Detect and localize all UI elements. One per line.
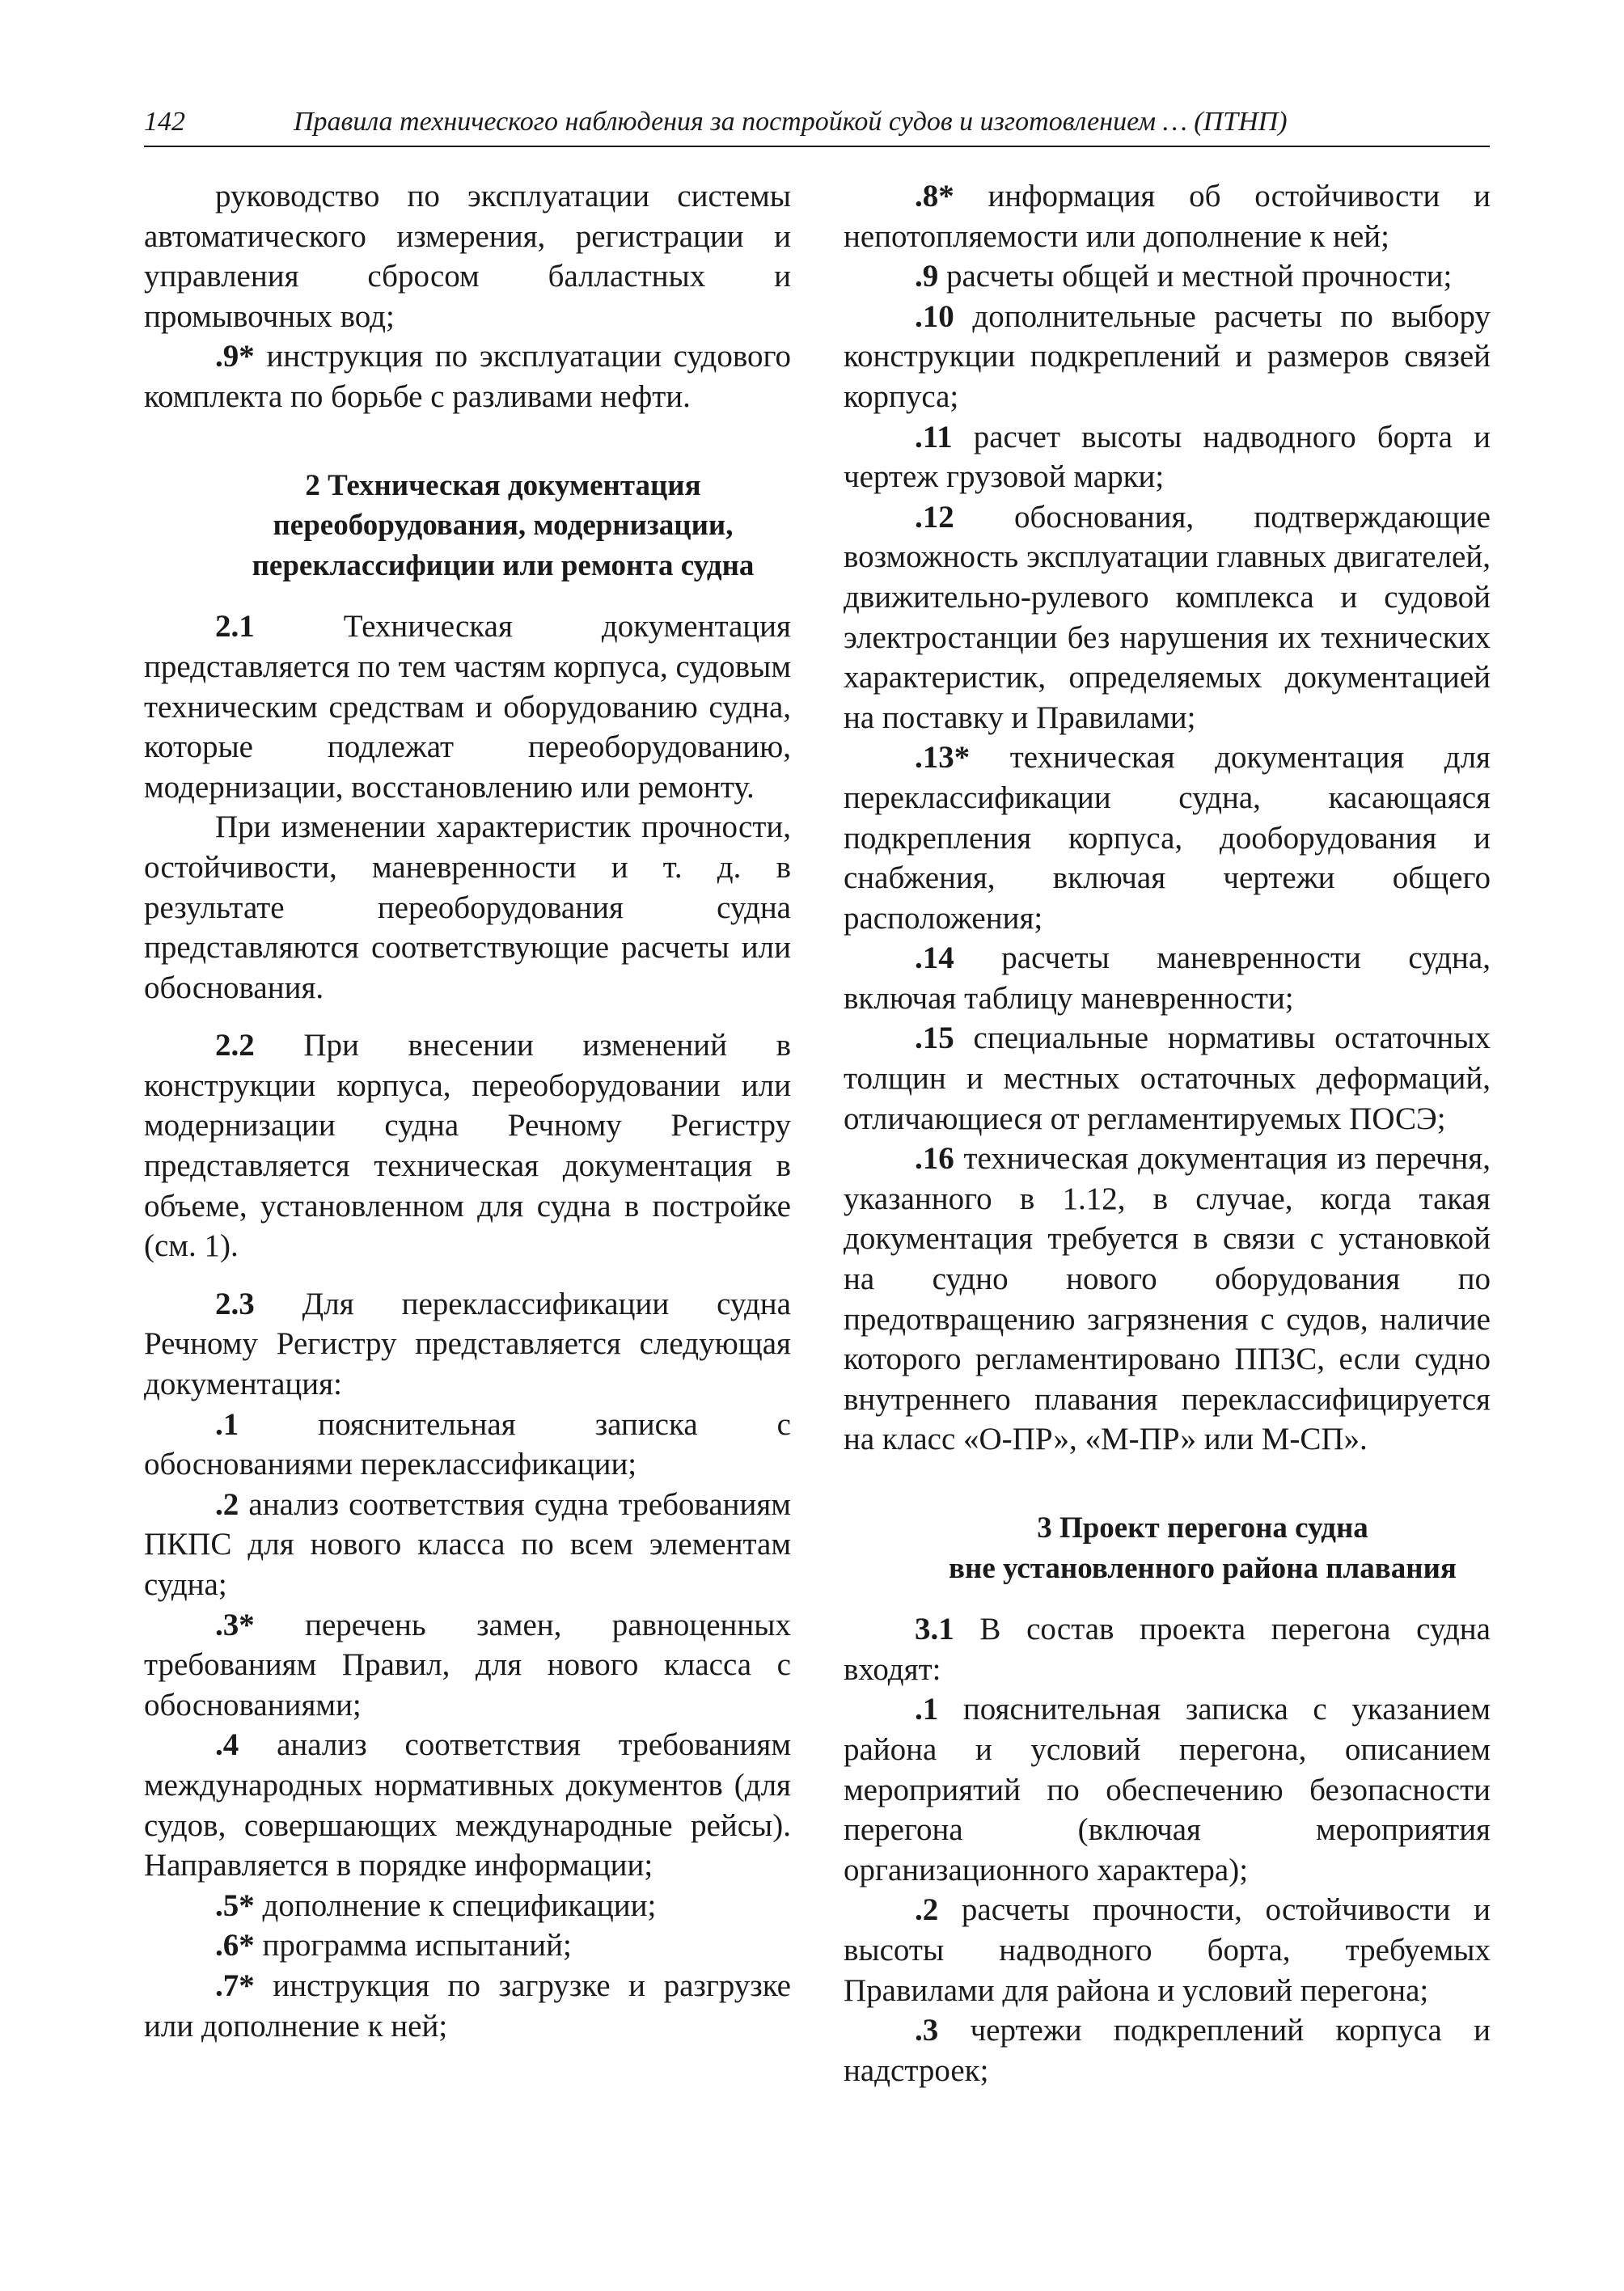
clause-number: 2.3: [215, 1286, 255, 1321]
list-item: [844, 297, 1491, 417]
section-3-heading-line-1: 3 Проект перегона судна: [1037, 1511, 1368, 1545]
item-text: чертежи подкреплений корпуса и надстроек;: [844, 2013, 1491, 2088]
clause-text: Техническая документация представляется по тем частям корпуса, судовым техническим средствам и оборудованию судна, которые подлежат переоборудованию, модернизации, восстановлению или ремонту.: [144, 609, 791, 805]
right-column: [844, 176, 1491, 2090]
section-3-heading-line-2: вне установленного района плавания: [949, 1551, 1457, 1585]
list-item: [844, 1139, 1491, 1460]
list-item: [144, 1605, 791, 1726]
item-number: .4: [215, 1727, 239, 1763]
item-number: .1: [215, 1406, 239, 1442]
clause-number: 2.1: [215, 609, 255, 645]
section-2-heading-line-2: переоборудования, модернизации,: [273, 509, 734, 543]
clause-2-3: [144, 1284, 791, 1405]
running-title: Правила технического наблюдения за постройкой судов и изготовлением … (ПТНП): [294, 107, 1288, 137]
list-item: [844, 256, 1491, 297]
list-item: [844, 497, 1491, 738]
item-text: расчеты общей и местной прочности;: [938, 259, 1453, 294]
list-item: [144, 1485, 791, 1605]
item-number: .16: [915, 1141, 954, 1177]
item-number: .5*: [215, 1887, 255, 1923]
item-text: дополнение к спецификации;: [254, 1887, 657, 1923]
item-text: инструкция по эксплуатации судового комплекта по борьбе с разливами нефти.: [144, 339, 791, 414]
list-item: [844, 1689, 1491, 1890]
list-item: [844, 738, 1491, 938]
item-text: программа испытаний;: [254, 1928, 572, 1963]
list-item: [844, 2010, 1491, 2090]
page-number: 142: [144, 107, 185, 137]
running-header: [144, 95, 1490, 147]
item-text: расчеты маневренности судна, включая таблицу маневренности;: [844, 940, 1491, 1016]
item-text: анализ соответствия судна требованиям ПКПС для нового класса по всем элементам судна;: [144, 1486, 791, 1602]
list-item: [144, 1725, 791, 1885]
item-text: обоснования, подтверждающие возможность эксплуатации главных двигателей, движительно-рулевого комплекса и судовой электростанции без нарушения их технических характеристик, определяемых документацией на поставку и Правилами;: [844, 499, 1491, 735]
clause-text: В состав проекта перегона судна входят:: [844, 1612, 1491, 1687]
section-2-heading-line-3: переклассифиции или ремонта судна: [252, 548, 755, 582]
item-text: дополнительные расчеты по выбору конструкции подкреплений и размеров связей корпуса;: [844, 298, 1491, 414]
item-number: .2: [215, 1486, 239, 1522]
item-text: специальные нормативы остаточных толщин и местных остаточных деформаций, отличающиеся от регламентируемых ПОСЭ;: [844, 1021, 1491, 1136]
item-number: .12: [915, 499, 954, 535]
clause-text: Для переклассификации судна Речному Регистру представляется следующая документация:: [144, 1286, 791, 1402]
item-text: расчет высоты надводного борта и чертеж грузовой марки;: [844, 419, 1491, 495]
list-item: [144, 1405, 791, 1485]
item-number: .13*: [915, 740, 971, 776]
list-item: [144, 1966, 791, 2046]
item-text: пояснительная записка с указанием района и условий перегона, описанием мероприятий по обеспечению безопасности перегона (включая мероприятия организационного характера);: [844, 1692, 1491, 1887]
item-number: .2: [915, 1892, 939, 1928]
clause-number: 3.1: [915, 1612, 954, 1647]
item-number: .7*: [215, 1968, 255, 2003]
item-number: .3*: [215, 1607, 255, 1642]
list-item: [844, 176, 1491, 256]
item-text: расчеты прочности, остойчивости и высоты надводного борта, требуемых Правилами для района и условий перегона;: [844, 1892, 1491, 2008]
item-number: .15: [915, 1021, 954, 1056]
section-2-heading-line-1: 2 Техническая документация: [305, 468, 701, 502]
item-number: .9: [915, 259, 939, 294]
item-number: .6*: [215, 1928, 255, 1963]
item-text: инструкция по загрузке и разгрузке или дополнение к ней;: [144, 1968, 791, 2044]
list-item: [144, 1886, 791, 1926]
item-number: .1: [915, 1692, 939, 1727]
item-number: .9*: [215, 339, 255, 374]
list-item: [144, 1925, 791, 1966]
clause-2-1: [144, 607, 791, 807]
item-text: перечень замен, равноценных требованиям Правил, для нового класса с обоснованиями;: [144, 1607, 791, 1722]
clause-text: При внесении изменений в конструкции корпуса, переоборудовании или модернизации судна Речному Регистру представляется техническая документация в объеме, установленном для судна в постройке (см. 1).: [144, 1028, 791, 1264]
item-text: техническая документация из перечня, указанного в 1.12, в случае, когда такая документация требуется в связи с установкой на судно нового оборудования по предотвращению загрязнения с судов, наличие которого регламентировано ППЗС, если судно внутреннего плавания переклассифицируется на класс «О-ПР», «М-ПР» или М-СП».: [844, 1141, 1491, 1457]
clause-2-2: [144, 1025, 791, 1266]
list-item: [844, 1890, 1491, 2010]
item-text: информация об остойчивости и непотопляемости или дополнение к ней;: [844, 179, 1491, 254]
clause-number: 2.2: [215, 1028, 255, 1063]
item-text: техническая документация для переклассификации судна, касающаяся подкрепления корпуса, дооборудования и снабжения, включая чертежи общего расположения;: [844, 740, 1491, 936]
list-item: [844, 417, 1491, 497]
item-number: .8*: [915, 179, 954, 213]
item-number: .11: [915, 419, 953, 454]
left-column: [144, 176, 791, 2046]
item-text: пояснительная записка с обоснованиями переклассификации;: [144, 1406, 791, 1482]
list-item: [844, 938, 1491, 1018]
continuation-paragraph: руководство по эксплуатации системы автоматического измерения, регистрации и управления сбросом балластных и промывочных вод;: [144, 179, 791, 334]
clause-3-1: [844, 1609, 1491, 1689]
item-text: анализ соответствия требованиям международных нормативных документов (для судов, совершающих международные рейсы). Направляется в порядке информации;: [144, 1727, 791, 1883]
item-number: .14: [915, 940, 954, 976]
paragraph: При изменении характеристик прочности, остойчивости, маневренности и т. д. в результате переоборудования судна представляются соответствующие расчеты или обоснования.: [144, 809, 791, 1005]
item-number: .3: [915, 2013, 939, 2048]
item-number: .10: [915, 298, 954, 334]
list-item: [144, 336, 791, 416]
list-item: [844, 1018, 1491, 1139]
